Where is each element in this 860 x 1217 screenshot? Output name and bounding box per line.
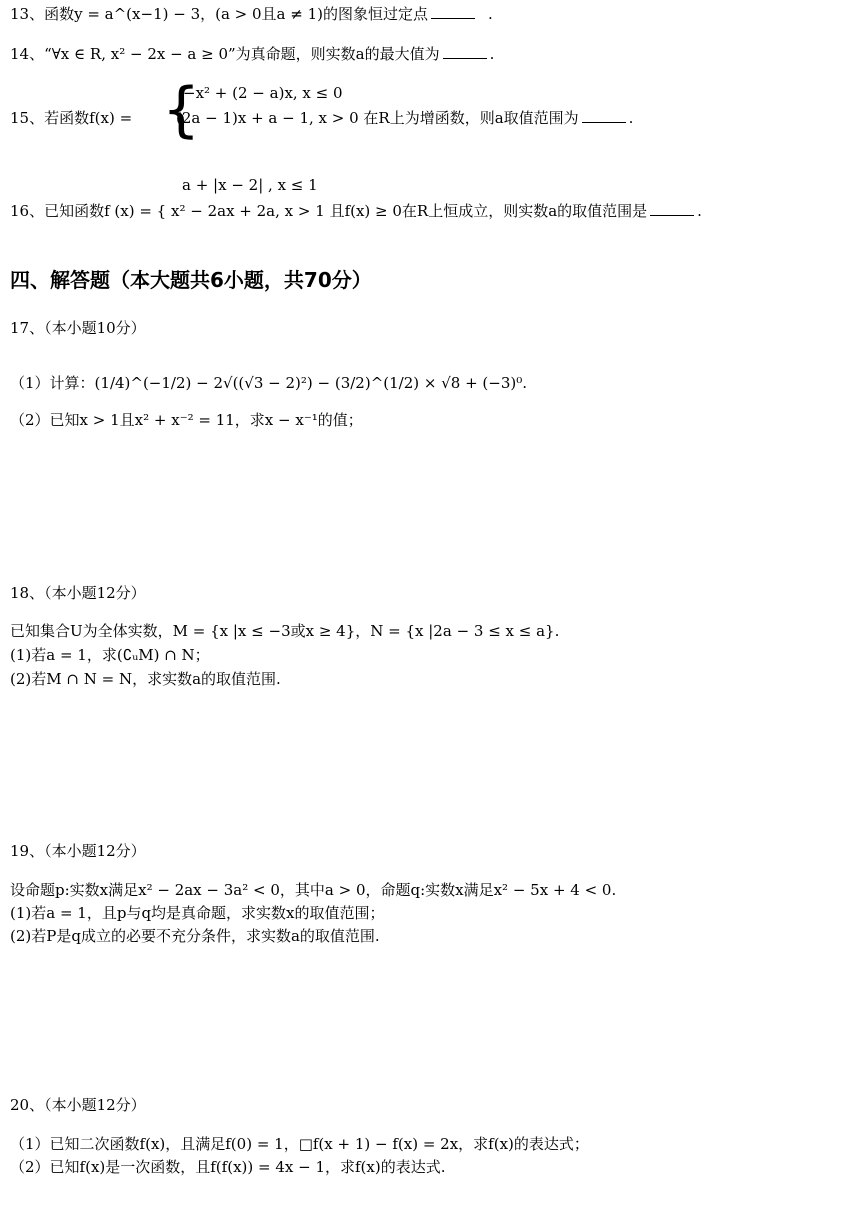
q13-answer-blank[interactable] [431, 4, 475, 19]
question-15 [10, 108, 132, 128]
q20-part-1: （1）已知二次函数f(x)，且满足f(0) = 1，□f(x + 1) − f(x) = 2x，求f(x)的表达式； [10, 1135, 589, 1153]
q16-prefix: 16、已知函数f (x) = { [10, 202, 167, 220]
q19-part-2: (2)若P是q成立的必要不充分条件，求实数a的取值范围. [10, 927, 380, 945]
q14-end: . [489, 45, 495, 63]
q17-part-1: （1）计算：(1/4)^(−1/2) − 2√((√3 − 2)²) − (3/2)^(1/2) × √8 + (−3)⁰. [10, 374, 528, 392]
q20-header: 20、（本小题12分） [10, 1096, 146, 1114]
q18-header: 18、（本小题12分） [10, 584, 146, 602]
q17-header: 17、（本小题10分） [10, 319, 146, 337]
q15-line-2 [176, 108, 633, 128]
q15-suffix: 在R上为增函数，则a取值范围为 [363, 109, 579, 127]
q14-prefix: 14、“∀x ∈ R, x² − 2x − a ≥ 0”为真命题，则实数a的最大值为 [10, 45, 440, 63]
q13-suffix: 的图象恒过定点 [323, 5, 429, 23]
q18-part-1: (1)若a = 1，求(∁ᵤM) ∩ N； [10, 646, 210, 664]
section-title: 四、解答题（本大题共6小题，共70分） [10, 268, 372, 292]
q15-end: . [628, 109, 634, 127]
q17-part-2: （2）已知x > 1且x² + x⁻² = 11，求x − x⁻¹的值； [10, 411, 363, 429]
q15-piece-1: −x² + (2 − a)x, x ≤ 0 [183, 84, 343, 102]
q19-part-1: (1)若a = 1，且p与q均是真命题，求实数x的取值范围； [10, 904, 385, 922]
q16-answer-blank[interactable] [650, 201, 694, 216]
q19-stem: 设命题p:实数x满足x² − 2ax − 3a² < 0，其中a > 0，命题q:实数x满足x² − 5x + 4 < 0. [10, 881, 617, 899]
q20-part-2: （2）已知f(x)是一次函数，且f(f(x)) = 4x − 1，求f(x)的表达式. [10, 1158, 446, 1176]
q16-piece-1: a + |x − 2| , x ≤ 1 [182, 176, 318, 194]
question-13 [10, 4, 493, 24]
q18-part-2: (2)若M ∩ N = N，求实数a的取值范围. [10, 670, 281, 688]
q16-suffix: 且f(x) ≥ 0在R上恒成立，则实数a的取值范围是 [329, 202, 648, 220]
q15-answer-blank[interactable] [582, 108, 626, 123]
q15-piece-2: (2a − 1)x + a − 1, x > 0 [176, 109, 359, 127]
q14-answer-blank[interactable] [443, 44, 487, 59]
question-14 [10, 44, 494, 64]
q15-prefix: 15、若函数f(x) = [10, 109, 133, 127]
question-16 [10, 201, 702, 221]
q16-end: . [697, 202, 702, 220]
q18-stem: 已知集合U为全体实数，M = {x |x ≤ −3或x ≥ 4}，N = {x |2a − 3 ≤ x ≤ a}. [10, 622, 560, 640]
q13-prefix: 13、函数 [10, 5, 75, 23]
q13-end: . [488, 5, 493, 23]
q13-math: y = a^(x−1) − 3，(a > 0且a ≠ 1) [74, 5, 323, 23]
q15-brace: { [162, 75, 201, 145]
q16-piece-2: x² − 2ax + 2a, x > 1 [171, 202, 325, 220]
q19-header: 19、（本小题12分） [10, 842, 146, 860]
